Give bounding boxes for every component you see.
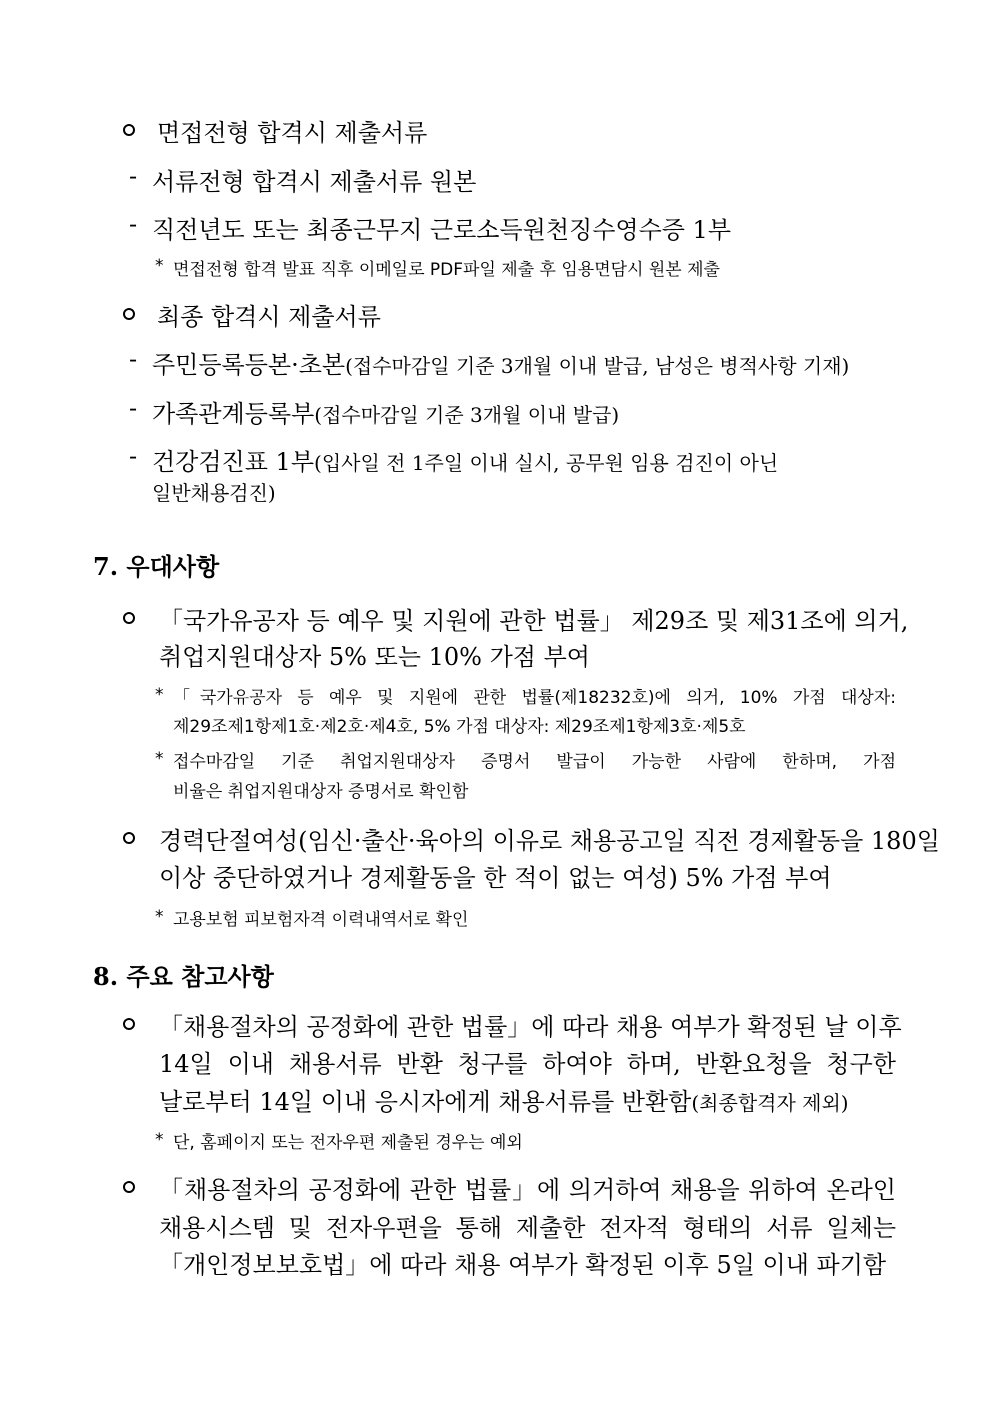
interview-item-2: 직전년도 또는 최종근무지 근로소득원천징수영수증 1부 <box>152 216 732 244</box>
dash-marker: - <box>129 210 138 238</box>
sec7-bullet-1-line-2: 취업지원대상자 5% 또는 10% 가점 부여 <box>159 643 590 671</box>
bullet-circle-icon <box>123 832 135 844</box>
sec8-bullet-1-line-2: 14일 이내 채용서류 반환 청구를 하여야 하며, 반환요청을 청구한 <box>159 1050 896 1078</box>
dash-marker: - <box>129 442 138 470</box>
sec7-note-3: 고용보험 피보험자격 이력내역서로 확인 <box>173 910 469 930</box>
final-item-3-paren: (입사일 전 1주일 이내 실시, 공무원 임용 검진이 아닌 <box>314 451 779 475</box>
bullet-circle-icon <box>123 612 135 624</box>
sec8-note-1: 단, 홈페이지 또는 전자우편 제출된 경우는 예외 <box>173 1133 523 1153</box>
sec8-bullet-2-line-3: 「개인정보보호법」에 따라 채용 여부가 확정된 이후 5일 이내 파기함 <box>159 1251 887 1279</box>
sec8-bullet-2-line-1: 「채용절차의 공정화에 관한 법률」에 의거하여 채용을 위하여 온라인 <box>159 1176 896 1204</box>
final-item-2-main: 가족관계등록부 <box>152 400 315 428</box>
sec8-bullet-1-line-3-main: 날로부터 14일 이내 응시자에게 채용서류를 반환함 <box>159 1088 692 1116</box>
final-item-2-paren: (접수마감일 기준 3개월 이내 발급) <box>314 403 620 427</box>
note-star-marker: * <box>155 749 164 769</box>
section-8-heading: 8. 주요 참고사항 <box>93 962 274 991</box>
sec7-note-2-line-1: 접수마감일 기준 취업지원대상자 증명서 발급이 가능한 사람에 한하며, 가점 <box>173 752 896 772</box>
interview-item-1: 서류전형 합격시 제출서류 원본 <box>152 168 477 196</box>
sec8-bullet-1-line-3-paren: (최종합격자 제외) <box>691 1091 849 1115</box>
sec8-bullet-2-line-2: 채용시스템 및 전자우편을 통해 제출한 전자적 형태의 서류 일체는 <box>159 1214 896 1242</box>
sec7-bullet-1-line-1: 「국가유공자 등 예우 및 지원에 관한 법률」 제29조 및 제31조에 의거, <box>159 607 909 635</box>
dash-marker: - <box>129 394 138 422</box>
sec7-note-1-line-2: 제29조제1항제1호·제2호·제4호, 5% 가점 대상자: 제29조제1항제3호·제5호 <box>173 717 746 737</box>
final-item-3 <box>152 442 896 477</box>
final-item-1 <box>152 345 896 380</box>
section-7-heading: 7. 우대사항 <box>93 552 220 581</box>
interview-note: 면접전형 합격 발표 직후 이메일로 PDF파일 제출 후 임용면담시 원본 제출 <box>173 260 720 280</box>
bullet-circle-icon <box>123 308 135 320</box>
final-item-3-main: 건강검진표 1부 <box>152 448 315 476</box>
sec7-note-2-line-2: 비율은 취업지원대상자 증명서로 확인함 <box>173 782 469 802</box>
sec8-bullet-1-line-3 <box>159 1082 849 1117</box>
bullet-circle-icon <box>123 1181 135 1193</box>
note-star-marker: * <box>155 1130 164 1150</box>
sec7-bullet-2-line-1: 경력단절여성(임신·출산·육아의 이유로 채용공고일 직전 경제활동을 180일 <box>159 827 940 855</box>
sec8-bullet-1-line-1: 「채용절차의 공정화에 관한 법률」에 따라 채용 여부가 확정된 날 이후 <box>159 1013 902 1041</box>
sec7-note-1-line-1: 「국가유공자 등 예우 및 지원에 관한 법률(제18232호)에 의거, 10% 가점 대상자: <box>173 688 896 708</box>
dash-marker: - <box>129 162 138 190</box>
final-item-1-paren: (접수마감일 기준 3개월 이내 발급, 남성은 병적사항 기재) <box>345 354 850 378</box>
final-item-2 <box>152 394 619 429</box>
bullet-circle-icon <box>123 1018 135 1030</box>
note-star-marker: * <box>155 256 164 276</box>
note-star-marker: * <box>155 685 164 705</box>
dash-marker: - <box>129 345 138 373</box>
interview-docs-title: 면접전형 합격시 제출서류 <box>157 119 428 147</box>
final-docs-title: 최종 합격시 제출서류 <box>157 303 381 331</box>
final-item-3-cont: 일반채용검진) <box>152 481 276 505</box>
sec7-bullet-2-line-2: 이상 중단하였거나 경제활동을 한 적이 없는 여성) 5% 가점 부여 <box>159 864 832 892</box>
bullet-circle-icon <box>123 124 135 136</box>
final-item-1-main: 주민등록등본·초본 <box>152 351 346 379</box>
note-star-marker: * <box>155 907 164 927</box>
